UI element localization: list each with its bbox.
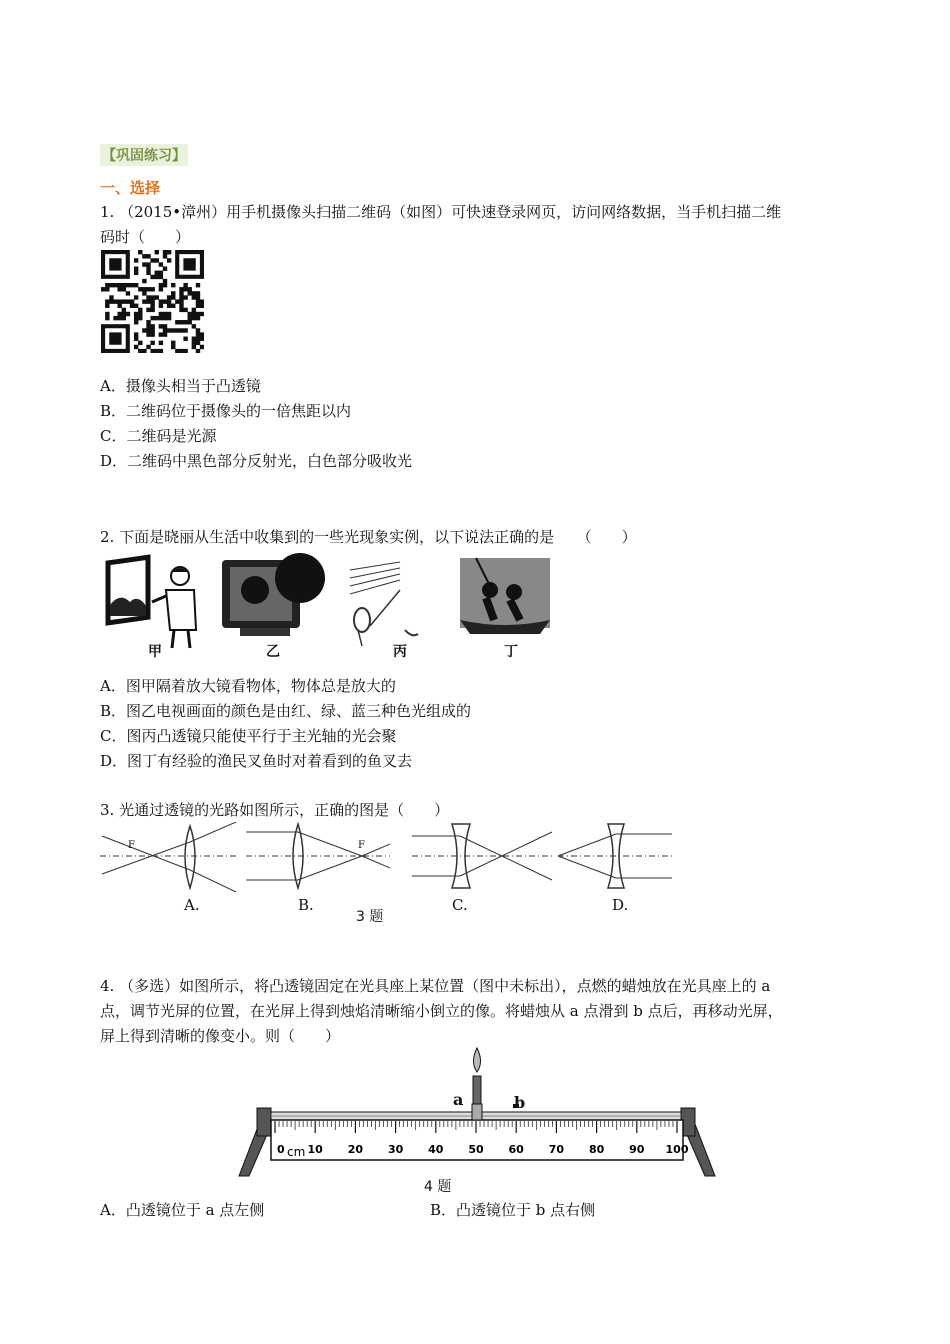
ruler-unit-label: cm — [287, 1145, 306, 1159]
q1-option-a: A．摄像头相当于凸透镜 — [100, 377, 261, 395]
qr-code-figure — [101, 250, 204, 353]
qr-code-image — [101, 250, 204, 353]
point-a-label: a — [453, 1090, 464, 1109]
q3-focus-label-a: F — [128, 840, 135, 851]
optical-bench — [235, 1046, 725, 1178]
q2-text: 2. 下面是晓丽从生活中收集到的一些光现象实例，以下说法正确的是 （ ） — [100, 528, 637, 546]
q2-option-a: A．图甲隔着放大镜看物体，物体总是放大的 — [100, 677, 396, 695]
q3-caption: 3 题 — [356, 909, 384, 925]
q4-option-b: B．凸透镜位于 b 点右侧 — [430, 1201, 596, 1219]
q2-figure — [100, 550, 560, 662]
q4-text-line3: 屏上得到清晰的像变小。则（ ） — [100, 1027, 341, 1045]
ruler-tick-label: 80 — [588, 1143, 605, 1156]
example-yi-drawing — [222, 553, 325, 636]
ruler-tick-label: 40 — [428, 1143, 444, 1156]
q3-focus-label-b: F — [358, 840, 365, 851]
q2-option-c: C．图丙凸透镜只能使平行于主光轴的光会聚 — [100, 727, 397, 745]
q1-option-c: C．二维码是光源 — [100, 427, 217, 445]
optical-bench-figure — [235, 1046, 725, 1178]
q1-option-d: D．二维码中黑色部分反射光，白色部分吸收光 — [100, 452, 413, 470]
q3-label-d: D. — [612, 896, 629, 914]
example-jia-drawing — [108, 557, 196, 648]
q3-label-a: A. — [184, 896, 200, 914]
q2-label-jia: 甲 — [148, 644, 162, 660]
diagram-b — [246, 824, 390, 888]
ruler-tick-label: 60 — [508, 1143, 524, 1156]
q3-text: 3. 光通过透镜的光路如图所示，正确的图是（ ） — [100, 801, 450, 819]
q1-option-b: B．二维码位于摄像头的一倍焦距以内 — [100, 402, 352, 420]
ruler-tick-label: 90 — [629, 1143, 645, 1156]
example-ding-drawing — [460, 558, 550, 634]
q4-text-line1: 4. （多选）如图所示，将凸透镜固定在光具座上某位置（图中未标出），点燃的蜡烛放在光具座上的 a — [100, 977, 771, 995]
q2-label-yi: 乙 — [266, 644, 280, 660]
ruler-tick-label: 30 — [387, 1143, 404, 1156]
q4-caption: 4 题 — [424, 1179, 452, 1195]
q4-text-line2: 点，调节光屏的位置，在光屏上得到烛焰清晰缩小倒立的像。将蜡烛从 a 点滑到 b 点后，再移动光屏， — [100, 1002, 783, 1020]
q3-label-c: C. — [452, 896, 468, 914]
q2-label-bing: 丙 — [393, 644, 407, 660]
ruler-tick-label: 100 — [665, 1143, 689, 1156]
q1-text-line1: 1. （2015•漳州）用手机摄像头扫描二维码（如图）可快速登录网页，访问网络数据，当手机扫描二维 — [100, 203, 782, 221]
q2-option-d: D．图丁有经验的渔民叉鱼时对着看到的鱼叉去 — [100, 752, 413, 770]
ruler-tick-label: 0 — [277, 1143, 285, 1156]
q1-text-line2: 码时（ ） — [100, 228, 191, 246]
diagram-d — [558, 824, 672, 888]
lens-ray-diagrams — [100, 822, 672, 894]
ruler-tick-label: 20 — [347, 1143, 364, 1156]
diagram-c — [412, 824, 552, 888]
diagram-a — [100, 822, 236, 892]
q4-option-a: A．凸透镜位于 a 点左侧 — [100, 1201, 265, 1219]
ruler-tick-label: 10 — [307, 1143, 323, 1156]
practice-header: 【巩固练习】 — [100, 144, 188, 166]
ruler-tick-label: 70 — [548, 1143, 565, 1156]
section-title: 一、选择 — [100, 179, 161, 197]
q2-label-ding: 丁 — [504, 644, 518, 660]
example-bing-drawing — [350, 562, 418, 646]
point-b-label: b — [514, 1093, 526, 1112]
q3-figure — [100, 822, 672, 894]
q3-label-b: B. — [298, 896, 314, 914]
q2-option-b: B．图乙电视画面的颜色是由红、绿、蓝三种色光组成的 — [100, 702, 472, 720]
ruler-tick-label: 50 — [468, 1143, 484, 1156]
optics-examples-image — [100, 550, 560, 662]
